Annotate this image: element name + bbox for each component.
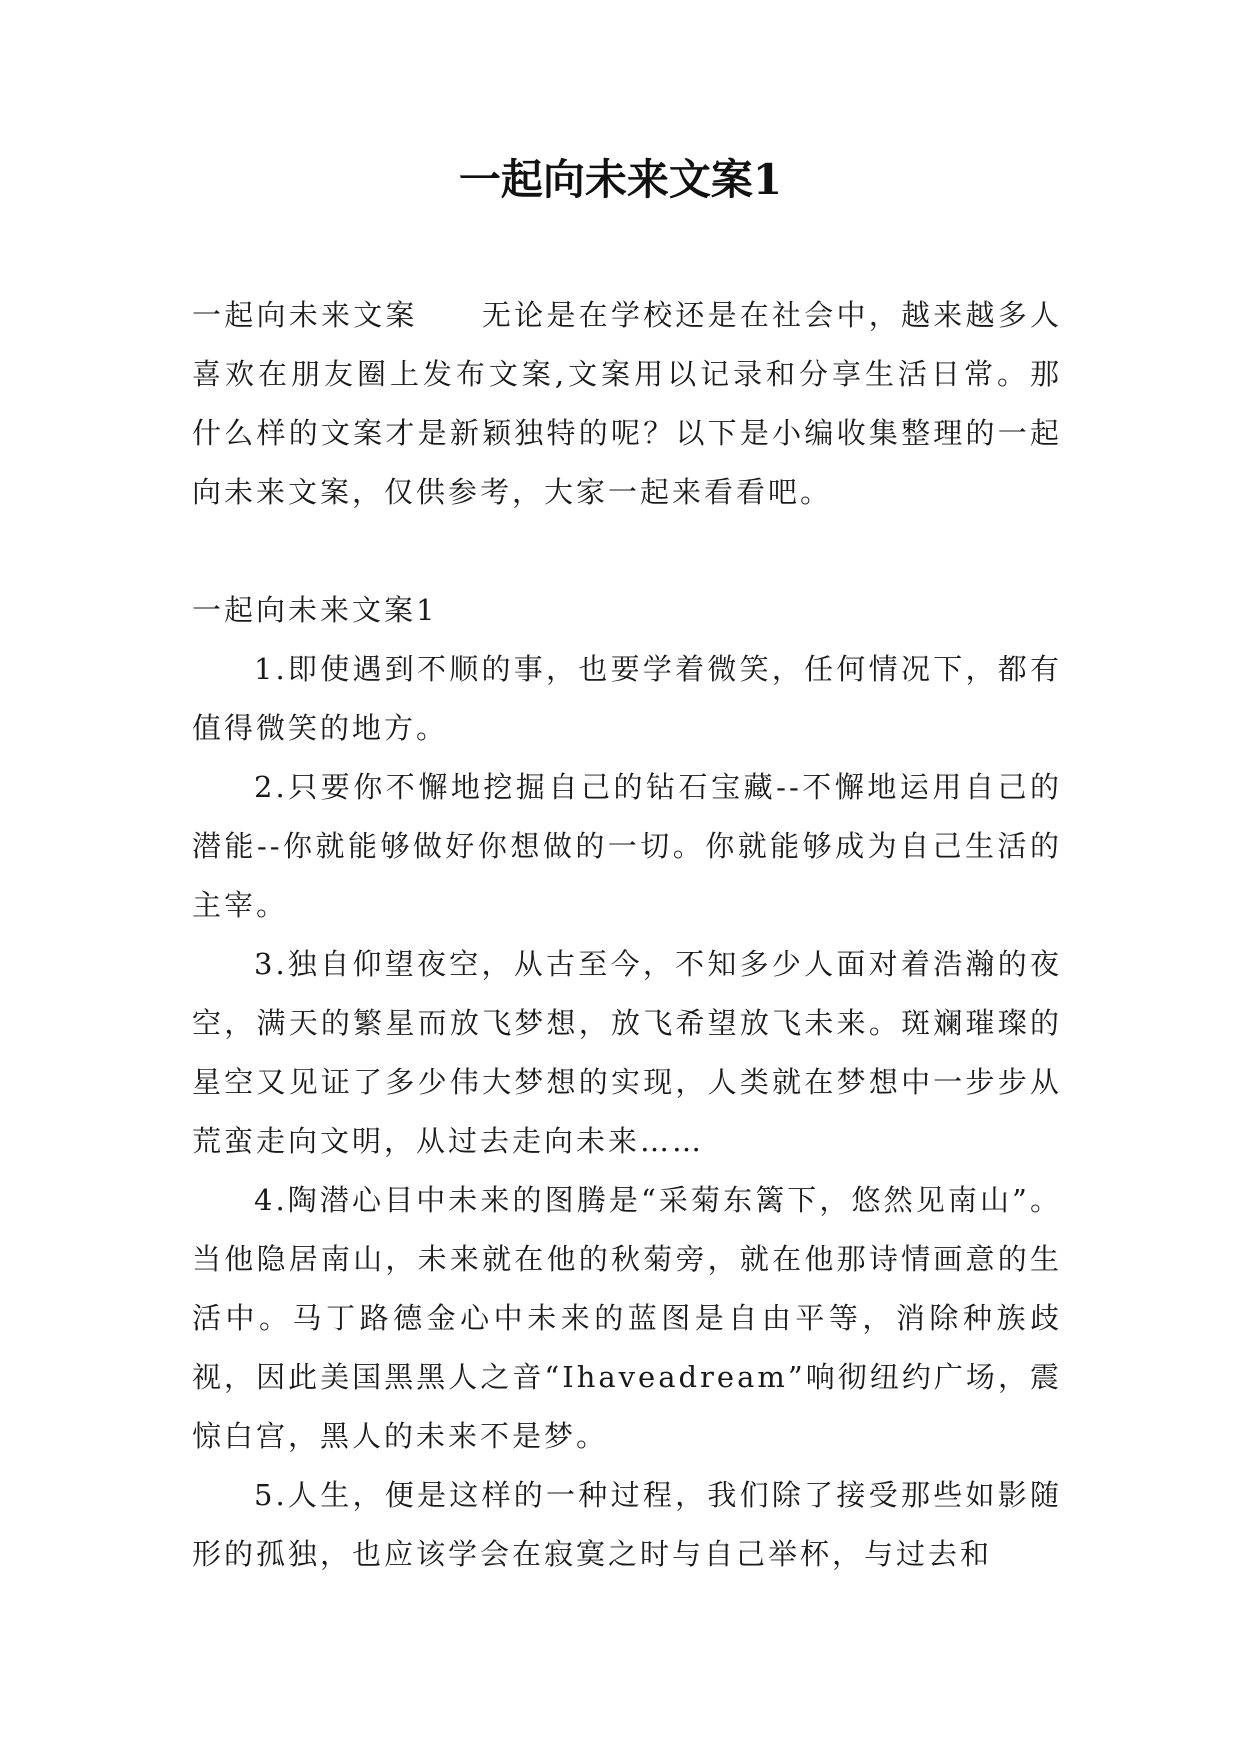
list-item: 4.陶潜心目中未来的图腾是“采菊东篱下，悠然见南山”。当他隐居南山，未来就在他的秋菊旁，就在他那诗情画意的生活中。马丁路德金心中未来的蓝图是自由平等，消除种族歧视，因此美国黑黑人之音“Ihaveadream”响彻纽约广场，震惊白宫，黑人的未来不是梦。 [192,1183,1062,1453]
section-heading: 一起向未来文案1 [192,593,438,627]
document-body [192,286,1062,1584]
list-item: 5.人生，便是这样的一种过程，我们除了接受那些如影随形的孤独，也应该学会在寂寞之时与自己举杯，与过去和 [192,1478,1062,1571]
list-item: 3.独自仰望夜空，从古至今，不知多少人面对着浩瀚的夜空，满天的繁星而放飞梦想，放飞希望放飞未来。斑斓璀璨的星空又见证了多少伟大梦想的实现，人类就在梦想中一步步从荒蛮走向文明，从过去走向未来…… [192,947,1062,1158]
list-item: 2.只要你不懈地挖掘自己的钻石宝藏--不懈地运用自己的潜能--你就能够做好你想做的一切。你就能够成为自己生活的主宰。 [192,770,1062,922]
document-title: 一起向未来文案1 [458,155,783,204]
intro-lead: 一起向未来文案 [192,298,418,332]
list-item: 1.即使遇到不顺的事，也要学着微笑，任何情况下，都有值得微笑的地方。 [192,652,1062,745]
intro-paragraph [192,286,1062,522]
intro-text: 无论是在学校还是在社会中，越来越多人喜欢在朋友圈上发布文案,文案用以记录和分享生活日常。那什么样的文案才是新颖独特的呢？以下是小编收集整理的一起向未来文案，仅供参考，大家一起来看看吧。 [192,298,1062,509]
